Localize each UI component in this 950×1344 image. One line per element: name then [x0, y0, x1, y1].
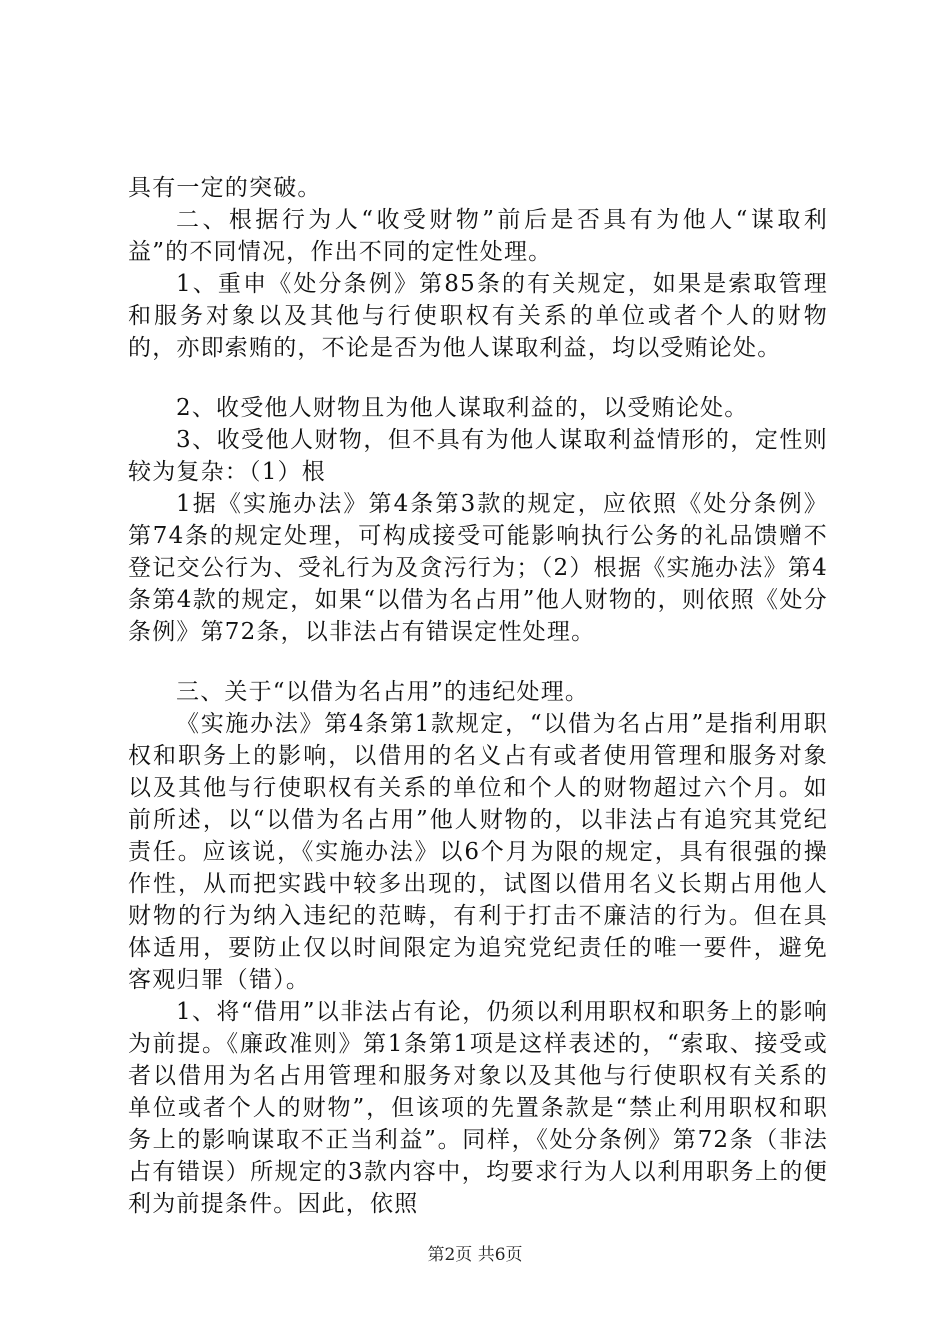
- paragraph-borrowing-premise: 1、将“借用”以非法占有论，仍须以利用职权和职务上的影响为前提。《廉政准则》第1条第1项是这样表述的，“索取、接受或者以借用为名占用管理和服务对象以及其他与行使职权有关系的单位或者个人的财物”，但该项的先置条款是“禁止利用职权和职务上的影响谋取不正当利益”。同样，《处分条例》第72条（非法占有错误）所规定的3款内容中，均要求行为人以利用职务上的便利为前提条件。因此，依照: [128, 999, 828, 1217]
- paragraph-continuation: 具有一定的突破。: [128, 175, 322, 201]
- paragraph-section-three: 三、关于“以借为名占用”的违纪处理。: [176, 679, 590, 705]
- paragraph-item-3: 3、收受他人财物，但不具有为他人谋取利益情形的，定性则较为复杂：（1）根: [128, 427, 828, 485]
- paragraph-item-2: 2、收受他人财物且为他人谋取利益的，以受贿论处。: [176, 395, 749, 421]
- page-number-footer: 第2页 共6页: [427, 1245, 523, 1265]
- paragraph-implementation-rule: 《实施办法》第4条第1款规定，“以借为名占用”是指利用职权和职务上的影响，以借用的名义占有或者使用管理和服务对象以及其他与行使职权有关系的单位和个人的财物超过六个月。如前所述，以“以借为名占用”他人财物的，以非法占有追究其党纪责任。应该说，《实施办法》以6个月为限的规定，具有很强的操作性，从而把实践中较多出现的，试图以借用名义长期占用他人财物的行为纳入违纪的范畴，有利于打击不廉洁的行为。但在具体适用，要防止仅以时间限定为追究党纪责任的唯一要件，避免客观归罪（错）。: [128, 711, 828, 993]
- document-body: [128, 172, 828, 1220]
- paragraph-item-1: 1、重申《处分条例》第85条的有关规定，如果是索取管理和服务对象以及其他与行使职权有关系的单位或者个人的财物的，亦即索贿的，不论是否为他人谋取利益，均以受贿论处。: [128, 271, 828, 361]
- paragraph-section-two: 二、根据行为人“收受财物”前后是否具有为他人“谋取利益”的不同情况，作出不同的定性处理。: [128, 207, 828, 265]
- paragraph-item-3-continued: 1据《实施办法》第4条第3款的规定，应依照《处分条例》第74条的规定处理，可构成接受可能影响执行公务的礼品馈赠不登记交公行为、受礼行为及贪污行为；（2）根据《实施办法》第4条第4款的规定，如果“以借为名占用”他人财物的，则依照《处分条例》第72条，以非法占有错误定性处理。: [128, 491, 828, 645]
